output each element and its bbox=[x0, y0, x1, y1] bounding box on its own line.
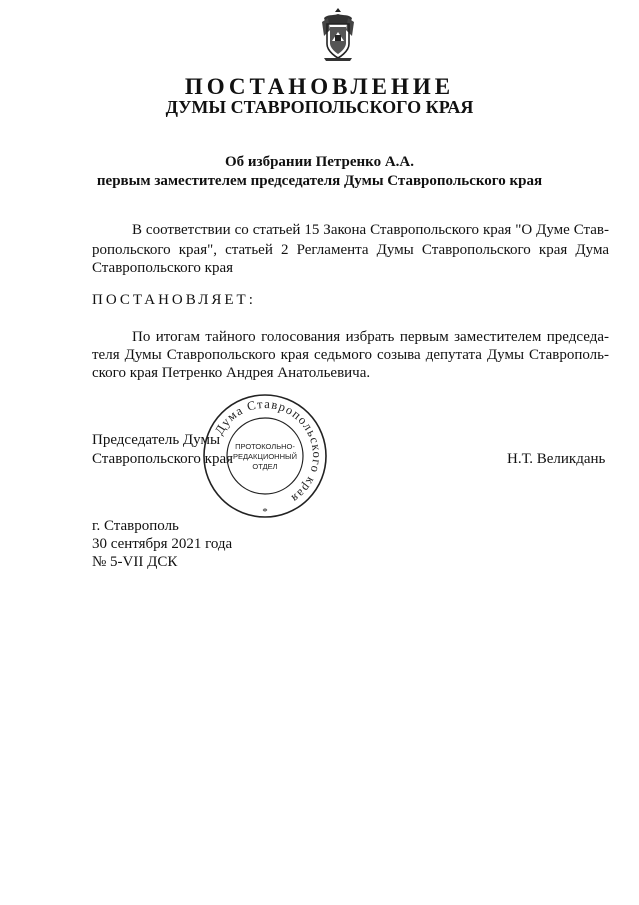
footer-number: № 5-VII ДСК bbox=[92, 554, 178, 570]
stamp-center-line-3: ОТДЕЛ bbox=[252, 462, 278, 471]
decision-line-2: теля Думы Ставропольского края седьмого созыва депутата Думы Ставрополь- bbox=[92, 347, 609, 363]
preamble-line-3: Ставропольского края bbox=[92, 260, 233, 276]
resolve-heading: ПОСТАНОВЛЯЕТ: bbox=[92, 292, 256, 308]
document-subtitle: ДУМЫ СТАВРОПОЛЬСКОГО КРАЯ bbox=[165, 97, 474, 117]
document-title: ПОСТАНОВЛЕНИЕ bbox=[184, 74, 455, 99]
decision-line-3: ского края Петренко Андрея Анатольевича. bbox=[92, 365, 371, 381]
footer-city: г. Ставрополь bbox=[92, 518, 179, 534]
coat-of-arms-icon bbox=[318, 6, 358, 62]
stamp-center-line-2: РЕДАКЦИОННЫЙ bbox=[232, 452, 298, 461]
decision-line-1: По итогам тайного голосования избрать первым заместителем председа- bbox=[132, 329, 609, 345]
stamp-ring-text: Дума Ставропольского края bbox=[211, 396, 325, 507]
preamble-line-1: В соответствии со статьей 15 Закона Ставропольского края "О Думе Став- bbox=[132, 222, 609, 238]
signer-name: Н.Т. Великдань bbox=[507, 451, 606, 467]
signer-position-line-2: Ставропольского края bbox=[92, 451, 233, 467]
preamble-line-2: ропольского края", статьей 2 Регламента Думы Ставропольского края Дума bbox=[92, 242, 609, 258]
signer-position-line-1: Председатель Думы bbox=[92, 432, 221, 448]
stamp-center-line-1: ПРОТОКОЛЬНО- bbox=[235, 442, 295, 451]
footer-date: 30 сентября 2021 года bbox=[92, 536, 233, 552]
subject-line-1: Об избрании Петренко А.А. bbox=[225, 154, 414, 170]
official-stamp bbox=[201, 392, 329, 520]
stamp-star: * bbox=[262, 506, 268, 518]
subject-line-2: первым заместителем председателя Думы Ставропольского края bbox=[96, 173, 543, 189]
